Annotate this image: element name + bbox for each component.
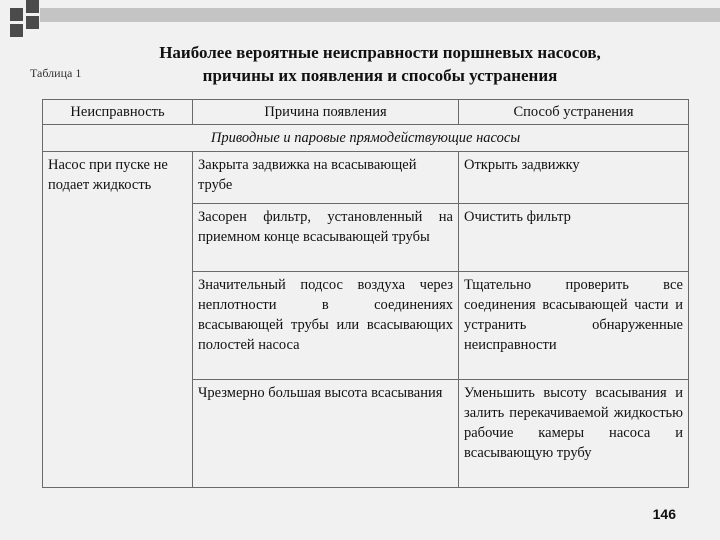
cause-cell: Значительный подсос воздуха через неплотности в соединениях всасывающей трубы или всасывающих полостей насоса bbox=[193, 272, 459, 380]
title-line-2: причины их появления и способы устранения bbox=[202, 66, 558, 85]
column-header-remedy: Способ устранения bbox=[459, 100, 689, 125]
faults-table bbox=[42, 99, 689, 488]
remedy-cell: Тщательно проверить все соединения всасывающей части и устранить обнаруженные неисправности bbox=[459, 272, 689, 380]
cause-cell: Чрезмерно большая высота всасывания bbox=[193, 380, 459, 488]
decorative-square bbox=[10, 24, 23, 37]
decorative-square bbox=[10, 8, 23, 21]
decorative-square bbox=[26, 0, 39, 13]
fault-cell: Насос при пуске не подает жидкость bbox=[43, 152, 193, 488]
table-header-row bbox=[43, 100, 689, 125]
page-title bbox=[100, 41, 660, 87]
decorative-square bbox=[26, 16, 39, 29]
page-number: 146 bbox=[652, 506, 676, 522]
remedy-cell: Уменьшить высоту всасывания и залить перекачиваемой жидкостью рабочие камеры насоса и всасывающую трубу bbox=[459, 380, 689, 488]
table-row bbox=[43, 152, 689, 204]
column-header-fault: Неисправность bbox=[43, 100, 193, 125]
section-row bbox=[43, 125, 689, 152]
cause-cell: Закрыта задвижка на всасывающей трубе bbox=[193, 152, 459, 204]
remedy-cell: Очистить фильтр bbox=[459, 204, 689, 272]
cause-cell: Засорен фильтр, установленный на приемном конце всасывающей трубы bbox=[193, 204, 459, 272]
decorative-bar bbox=[40, 8, 720, 22]
title-line-1: Наиболее вероятные неисправности поршневых насосов, bbox=[159, 43, 601, 62]
column-header-cause: Причина появления bbox=[193, 100, 459, 125]
remedy-cell: Открыть задвижку bbox=[459, 152, 689, 204]
section-title: Приводные и паровые прямодействующие насосы bbox=[43, 125, 689, 152]
table-caption: Таблица 1 bbox=[30, 66, 82, 80]
